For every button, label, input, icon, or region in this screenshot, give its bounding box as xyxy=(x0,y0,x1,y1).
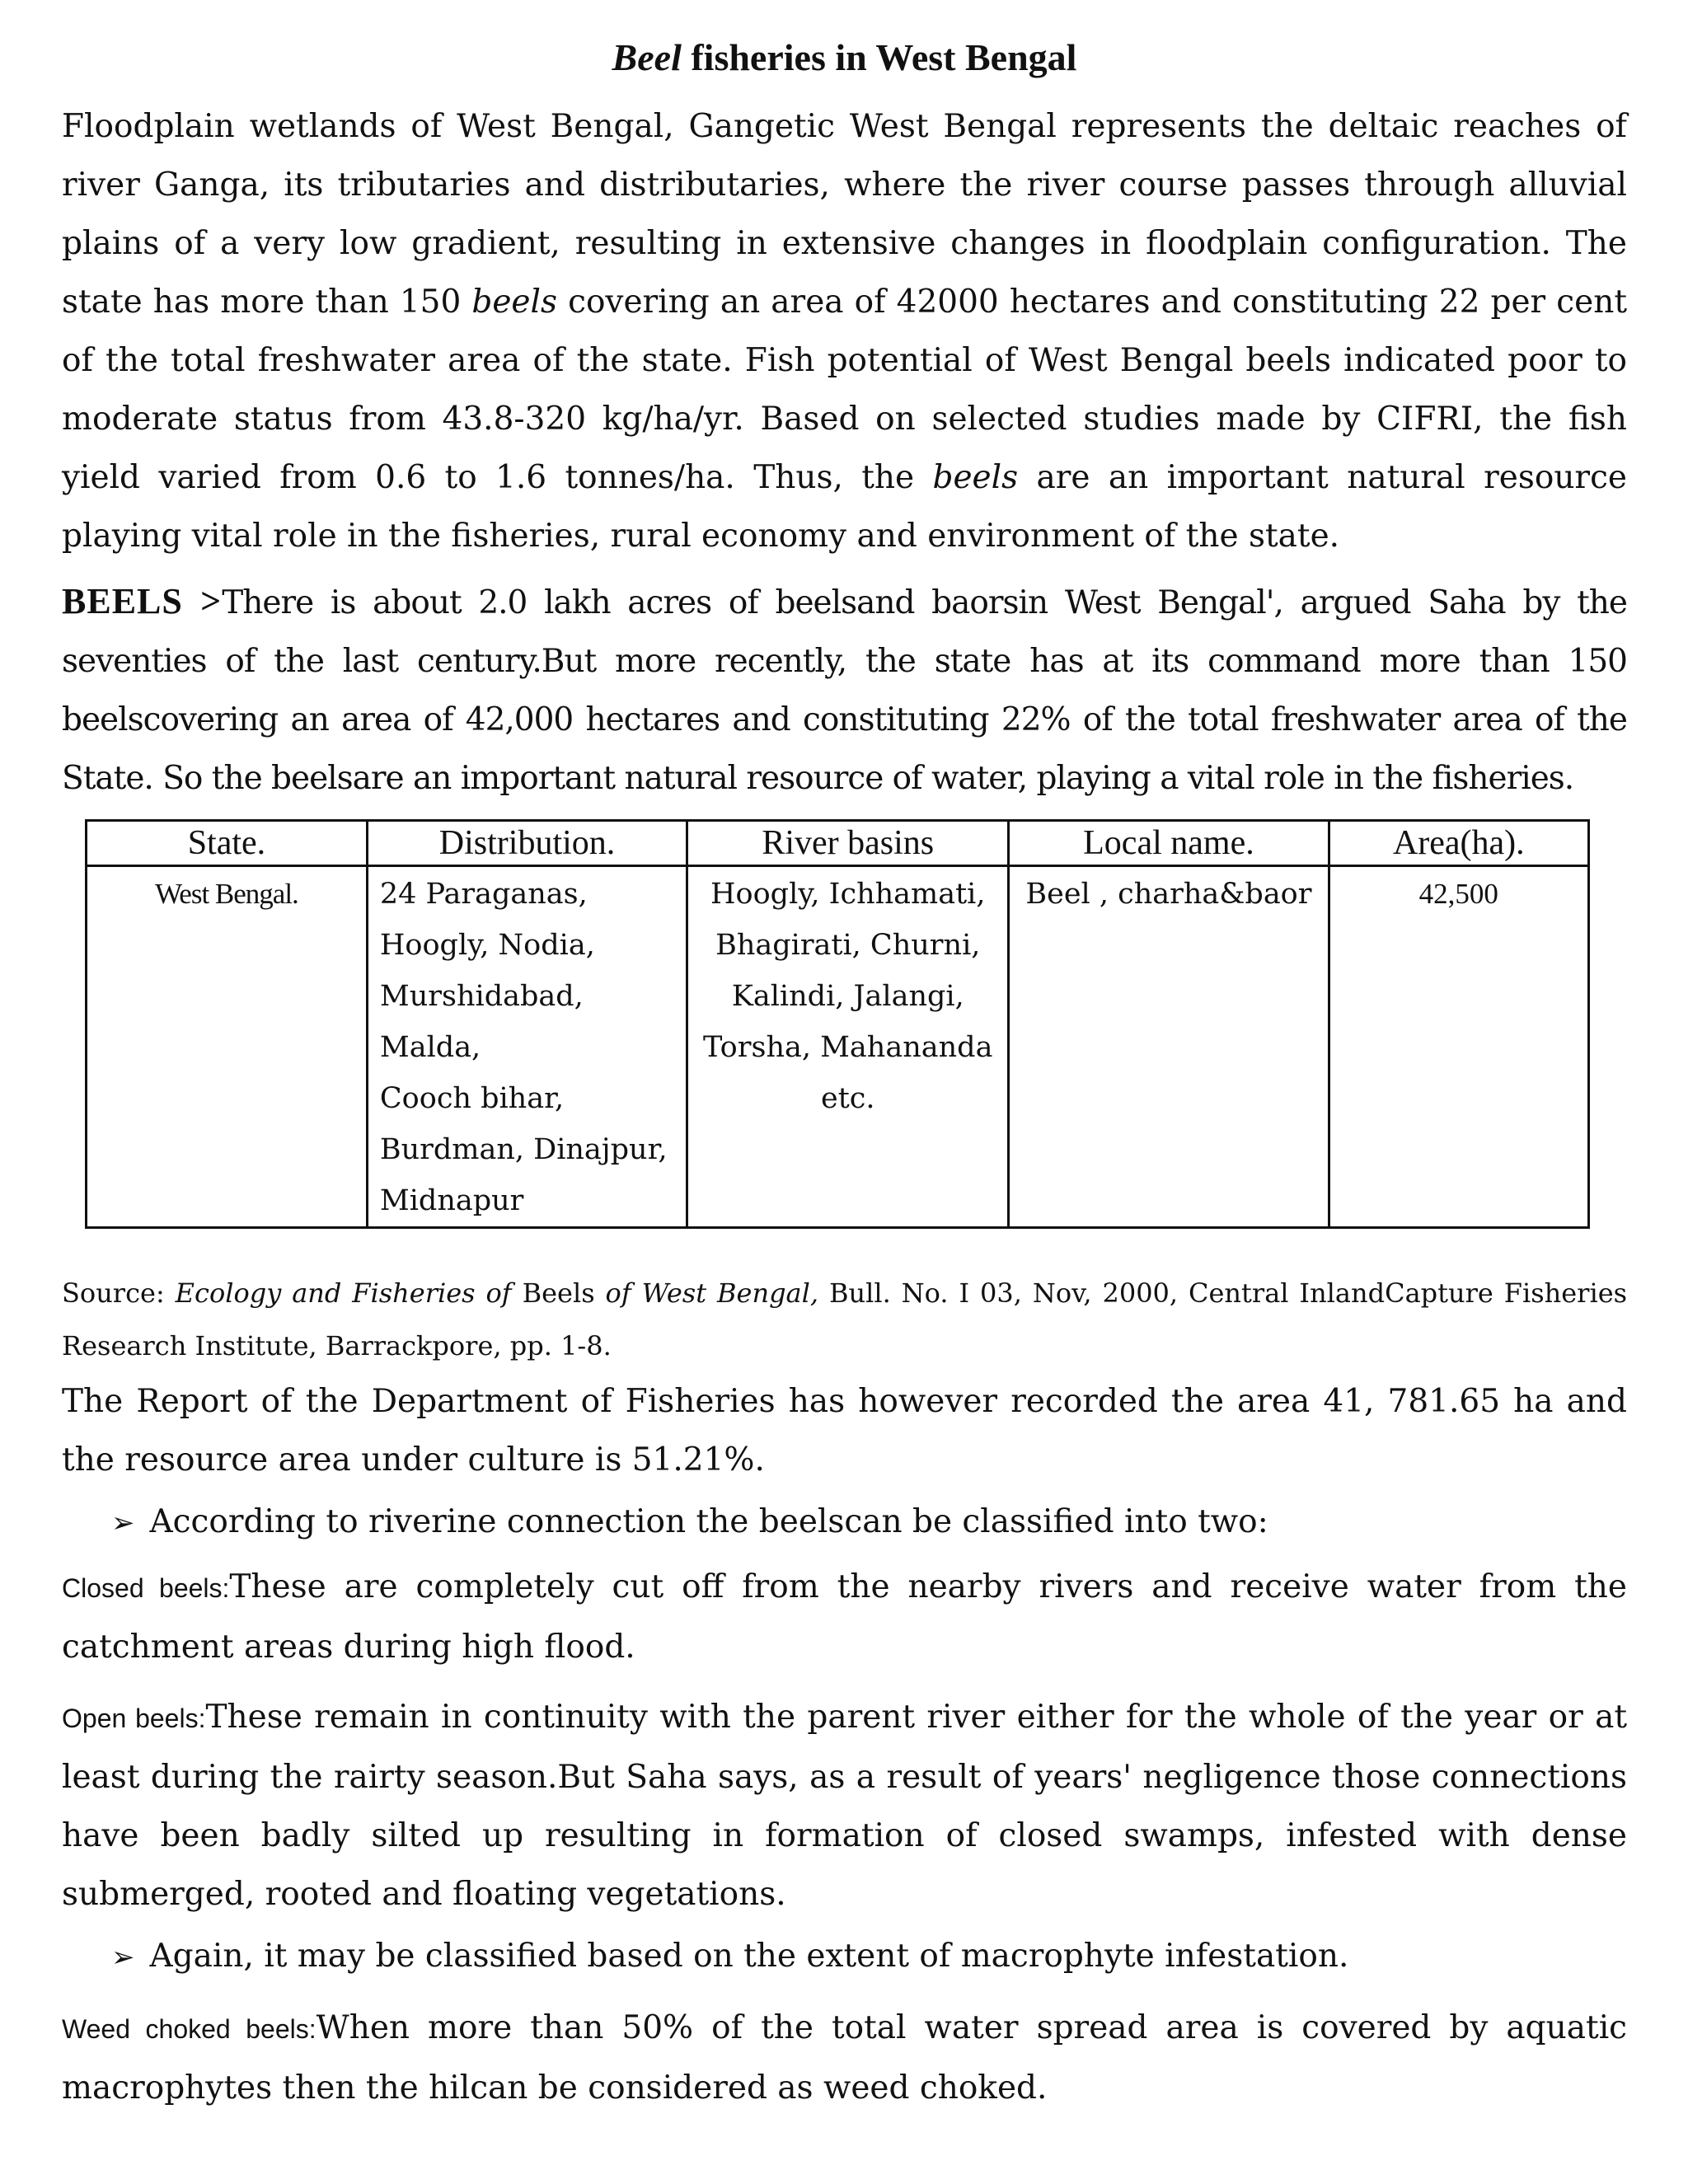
beel-distribution-table xyxy=(85,819,1590,1229)
distribution-line: Burdman, Dinajpur, xyxy=(379,1133,668,1166)
river-basin-line: Bhagirati, Churni, xyxy=(715,929,981,962)
page-title xyxy=(62,35,1627,81)
river-basin-line: Kalindi, Jalangi, xyxy=(731,980,964,1013)
intro-text-3: are an important natural resource playing vital role in the fisheries, rural economy and environment of the state. xyxy=(62,459,1627,555)
beels-lead: BEELS > xyxy=(62,581,223,621)
closed-beels-text: These are completely cut off from the nearby rivers and receive water from the catchment areas during high flood. xyxy=(62,1568,1628,1666)
bullet-arrow-icon: ➢ xyxy=(111,1507,135,1540)
distribution-line: Hoogly, Nodia, xyxy=(379,929,595,962)
open-beels-paragraph xyxy=(62,1688,1627,1924)
beels-text: There is about 2.0 lakh acres of beelsand baorsin West Bengal', argued Saha by the seventies of the last century.But more recently, the state has at its command more than 150 beelscovering an area of 42,000 hectares and constituting 22% of the total freshwater area of the State. So the beelsare an important natural resource of water, playing a vital role in the fisheries. xyxy=(62,584,1627,797)
distribution-line: 24 Paraganas, xyxy=(379,878,588,911)
river-basin-line: Hoogly, Ichhamati, xyxy=(710,878,986,911)
weed-choked-term: Weed choked beels: xyxy=(62,2014,316,2044)
bullet-arrow-icon: ➢ xyxy=(111,1941,135,1974)
bullet-text: According to riverine connection the beelscan be classified into two: xyxy=(149,1503,1268,1540)
source-rest: Bull. No. I 03, Nov, 2000, Central InlandCapture Fisheries Research Institute, Barrackpore, pp. 1-8. xyxy=(62,1277,1628,1361)
table-header-local-name: Local name. xyxy=(1009,821,1329,866)
open-beels-text: These remain in continuity with the parent river either for the whole of the year or at least during the rairty season.But Saha says, as a result of years' negligence those connections have been badly silted up resulting in formation of closed swamps, infested with dense submerged, rooted and floating vegetations. xyxy=(62,1699,1627,1913)
bullet-text: Again, it may be classified based on the extent of macrophyte infestation. xyxy=(149,1938,1349,1975)
weed-choked-paragraph xyxy=(62,1999,1627,2117)
intro-italic-beels-2: beels xyxy=(932,459,1019,496)
source-italic-2: of West Bengal, xyxy=(605,1277,819,1309)
source-normal-1: Beels xyxy=(522,1277,606,1309)
open-beels-term: Open beels: xyxy=(62,1704,206,1733)
table-header-river-basins: River basins xyxy=(687,821,1009,866)
bullet-riverine-connection xyxy=(111,1493,1627,1553)
distribution-line: Midnapur xyxy=(379,1184,524,1217)
distribution-line: Murshidabad, Malda, xyxy=(379,980,584,1064)
river-basin-line: Torsha, Mahananda xyxy=(703,1031,993,1064)
river-basin-line: etc. xyxy=(820,1082,875,1115)
distribution-line: Cooch bihar, xyxy=(379,1082,565,1115)
intro-text-1: Floodplain wetlands of West Bengal, Gangetic West Bengal represents the deltaic reaches of river Ganga, its tributaries and distributaries, where the river course passes through alluvial plains of a very low gradient, resulting in extensive changes in floodplain configuration. The state has more than 150 xyxy=(62,108,1627,321)
table-header-area: Area(ha). xyxy=(1329,821,1588,866)
title-rest: fisheries in West Bengal xyxy=(681,36,1077,78)
table-row xyxy=(87,866,1589,1228)
title-italic: Beel xyxy=(612,36,682,78)
table-header-row xyxy=(87,821,1589,866)
beels-paragraph xyxy=(62,572,1627,808)
cell-local-name: Beel , charha&baor xyxy=(1009,866,1329,1228)
bullet-macrophyte xyxy=(111,1927,1627,1987)
cell-river-basins xyxy=(687,866,1009,1228)
source-italic-1: Ecology and Fisheries of xyxy=(175,1277,523,1309)
cell-distribution xyxy=(367,866,687,1228)
intro-italic-beels-1: beels xyxy=(471,284,557,321)
table-header-distribution: Distribution. xyxy=(367,821,687,866)
intro-paragraph xyxy=(62,97,1627,565)
report-paragraph: The Report of the Department of Fisheries has however recorded the area 41, 781.65 ha and the resource area under culture is 51.21%. xyxy=(62,1383,1627,1479)
closed-beels-term: Closed beels: xyxy=(62,1573,230,1603)
cell-area: 42,500 xyxy=(1329,866,1588,1228)
closed-beels-paragraph xyxy=(62,1558,1627,1676)
cell-state: West Bengal. xyxy=(87,866,368,1228)
weed-choked-text: When more than 50% of the total water spread area is covered by aquatic macrophytes then the hilcan be considered as weed choked. xyxy=(62,2009,1628,2107)
source-citation xyxy=(62,1267,1627,1372)
intro-text-2: covering an area of 42000 hectares and constituting 22 per cent of the total freshwater area of the state. Fish potential of West Bengal beels indicated poor to moderate status from 43.8-320 kg/ha/yr. Based on selected studies made by CIFRI, the fish yield varied from 0.6 to 1.6 tonnes/ha. Thus, the xyxy=(62,284,1628,496)
table-header-state: State. xyxy=(87,821,368,866)
source-label: Source: xyxy=(62,1277,176,1309)
